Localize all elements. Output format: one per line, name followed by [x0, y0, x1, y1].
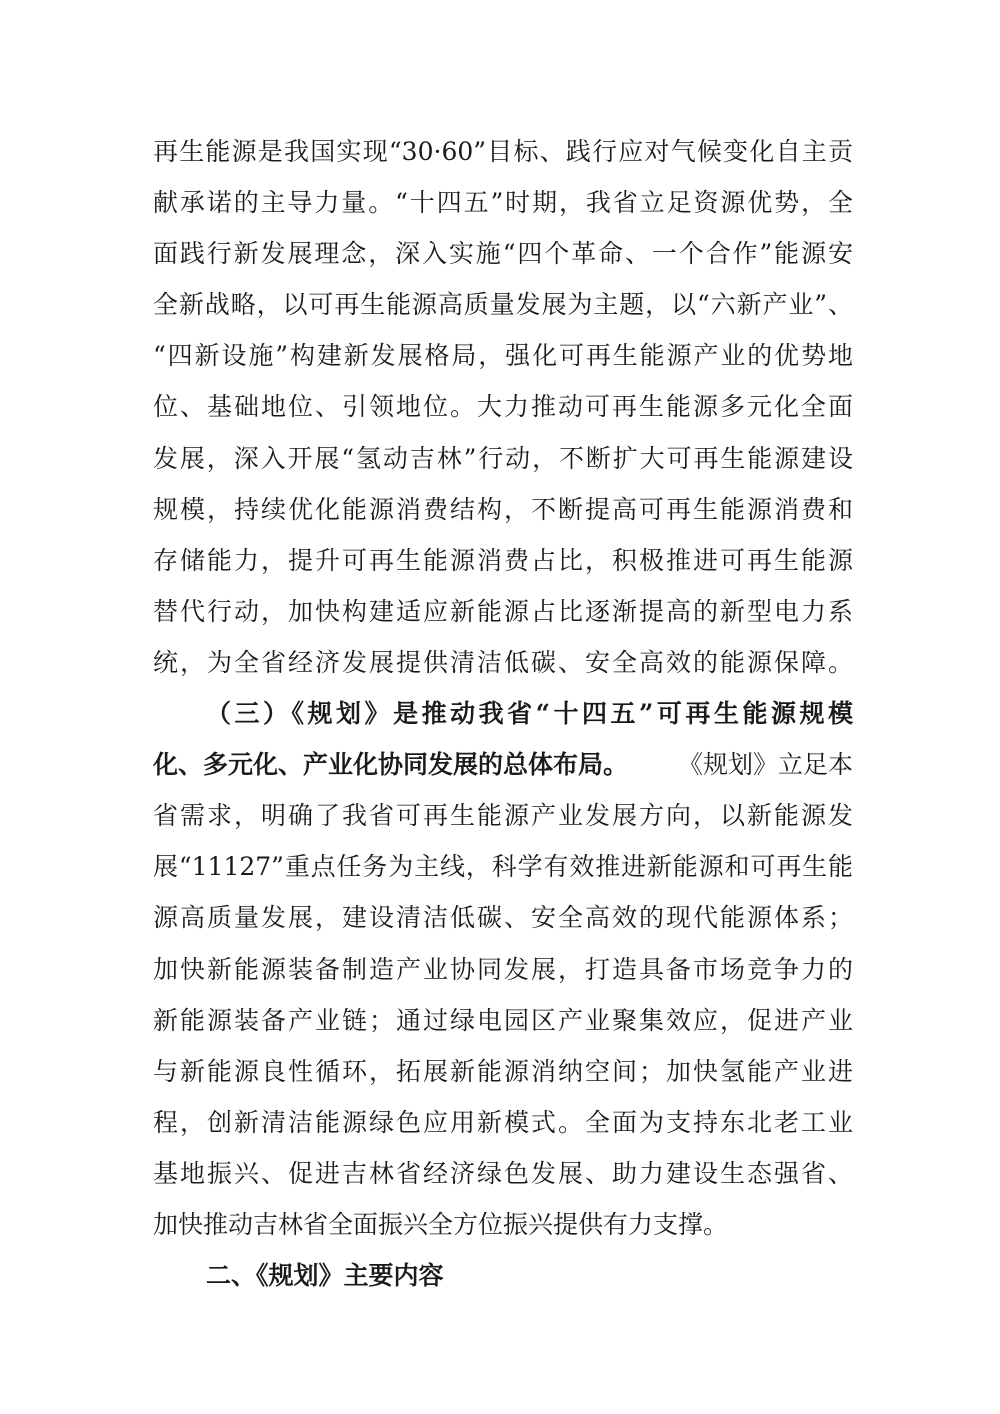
paragraph-2	[153, 688, 853, 1250]
section-heading: 二、《规划》主要内容	[206, 1261, 444, 1291]
paragraph-line: 源高质量发展，建设清洁低碳、安全高效的现代能源体系；	[153, 903, 853, 933]
paragraph-line: 省需求，明确了我省可再生能源产业发展方向，以新能源发	[153, 801, 853, 831]
paragraph-lead-text: 化、多元化、产业化协同发展的总体布局。	[153, 750, 629, 780]
paragraph-line: 程，创新清洁能源绿色应用新模式。全面为支持东北老工业	[153, 1107, 853, 1137]
paragraph-line: “四新设施”构建新发展格局，强化可再生能源产业的优势地	[153, 341, 853, 371]
paragraph-line: 加快新能源装备制造产业协同发展，打造具备市场竞争力的	[153, 954, 853, 984]
paragraph-line: 新能源装备产业链；通过绿电园区产业聚集效应，促进产业	[153, 1005, 853, 1035]
paragraph-line: 献承诺的主导力量。“十四五”时期，我省立足资源优势，全	[153, 188, 853, 218]
paragraph-line: 再生能源是我国实现“30·60”目标、践行应对气候变化自主贡	[153, 137, 853, 166]
paragraph-line: 统，为全省经济发展提供清洁低碳、安全高效的能源保障。	[153, 647, 853, 677]
paragraph-line: 存储能力，提升可再生能源消费占比，积极推进可再生能源	[153, 545, 853, 575]
paragraph-line: 全新战略，以可再生能源高质量发展为主题，以“六新产业”、	[153, 290, 853, 320]
paragraph-line: 规模，持续优化能源消费结构，不断提高可再生能源消费和	[153, 494, 853, 524]
paragraph-line: 基地振兴、促进吉林省经济绿色发展、助力建设生态强省、	[153, 1158, 853, 1188]
paragraph-line: 替代行动，加快构建适应新能源占比逐渐提高的新型电力系	[153, 596, 853, 626]
paragraph-line: 展“11127”重点任务为主线，科学有效推进新能源和可再生能	[153, 852, 853, 882]
document-body	[153, 126, 853, 1301]
paragraph-line: 面践行新发展理念，深入实施“四个革命、一个合作”能源安	[153, 239, 853, 269]
paragraph-line: 与新能源良性循环，拓展新能源消纳空间；加快氢能产业进	[153, 1056, 853, 1086]
paragraph-text: 《规划》立足本	[677, 750, 853, 780]
paragraph-lead-line: （三）《规划》是推动我省“十四五”可再生能源规模	[206, 699, 853, 729]
paragraph-line: 加快推动吉林省全面振兴全方位振兴提供有力支撑。	[153, 1209, 729, 1239]
paragraph-line: 发展，深入开展“氢动吉林”行动，不断扩大可再生能源建设	[153, 443, 853, 473]
paragraph-mixed-line	[153, 739, 853, 790]
paragraph-line: 位、基础地位、引领地位。大力推动可再生能源多元化全面	[153, 392, 853, 422]
paragraph-1	[153, 126, 853, 688]
